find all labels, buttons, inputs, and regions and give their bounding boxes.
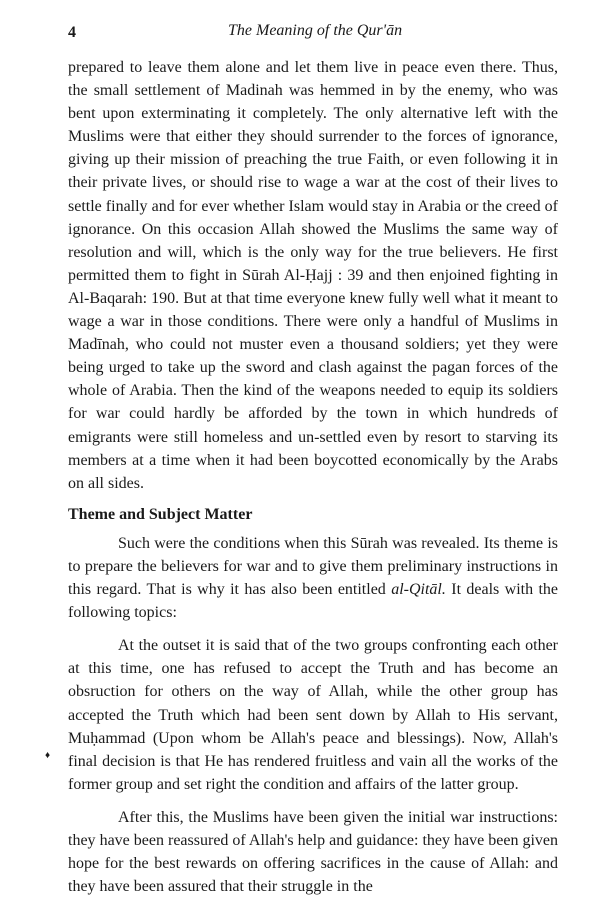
- running-title: The Meaning of the Qur'ān: [228, 22, 403, 39]
- body-text: [68, 56, 558, 898]
- paragraph-1: prepared to leave them alone and let them live in peace even there. Thus, the small settlement of Madinah was hemmed in by the enemy, who was bent upon exterminating it completely. The only alternative left with the Muslims were that either they should surrender to the forces of ignorance, giving up their mission of preaching the true Faith, or even following it in their private lives, or should rise to wage a war at the cost of their lives to settle finally and for ever whether Islam would stay in Arabia or the creed of ignorance. On this occasion Allah showed the Muslims the same way of resolution and will, which is the only way for the true believers. He first permitted them to fight in Sūrah Al-Ḥajj : 39 and then enjoined fighting in Al-Baqarah: 190. But at that time everyone knew fully well what it meant to wage a war in those conditions. There were only a handful of Muslims in Madīnah, who could not muster even a thousand soldiers; yet they were being urged to take up the sword and clash against the pagan forces of the whole of Arabia. Then the kind of the weapons needed to equip its soldiers for war could hardly be afforded by the town in which hundreds of emigrants were still homeless and un-settled even by resort to starving its members at a time when it had been boycotted economically by the Arabs on all sides.: [68, 59, 558, 492]
- paragraph-2: [68, 532, 558, 624]
- page-header: [68, 22, 558, 46]
- margin-bullet-icon: ♦: [45, 750, 51, 761]
- section-heading: Theme and Subject Matter: [68, 505, 253, 523]
- paragraph-2-italic: al-Qitāl.: [391, 581, 446, 599]
- paragraph-2-tail: It deals with the following topics:: [68, 581, 559, 622]
- paragraph-2-text: Such were the conditions when this Sūrah was revealed. Its theme is to prepare the believers for war and to give them preliminary instructions in this regard. That is why it has also been entitled: [68, 534, 558, 599]
- paragraph-3: At the outset it is said that of the two groups confronting each other at this time, one has refused to accept the Truth and has become an obsruction for others on the way of Allah, while the other group has accepted the Truth which had been sent down by Allah to His servant, Muḥammad (Upon whom be Allah's peace and blessings). Now, Allah's final decision is that He has rendered fruitless and vain all the works of the former group and set right the condition and affairs of the latter group.: [68, 637, 558, 793]
- paragraph-4: After this, the Muslims have been given the initial war instructions: they have been reassured of Allah's help and guidance: they have been given hope for the best rewards on offering sacrifices in the cause of Allah: and they have been assured that their struggle in the: [68, 808, 558, 896]
- page-number: 4: [68, 24, 76, 41]
